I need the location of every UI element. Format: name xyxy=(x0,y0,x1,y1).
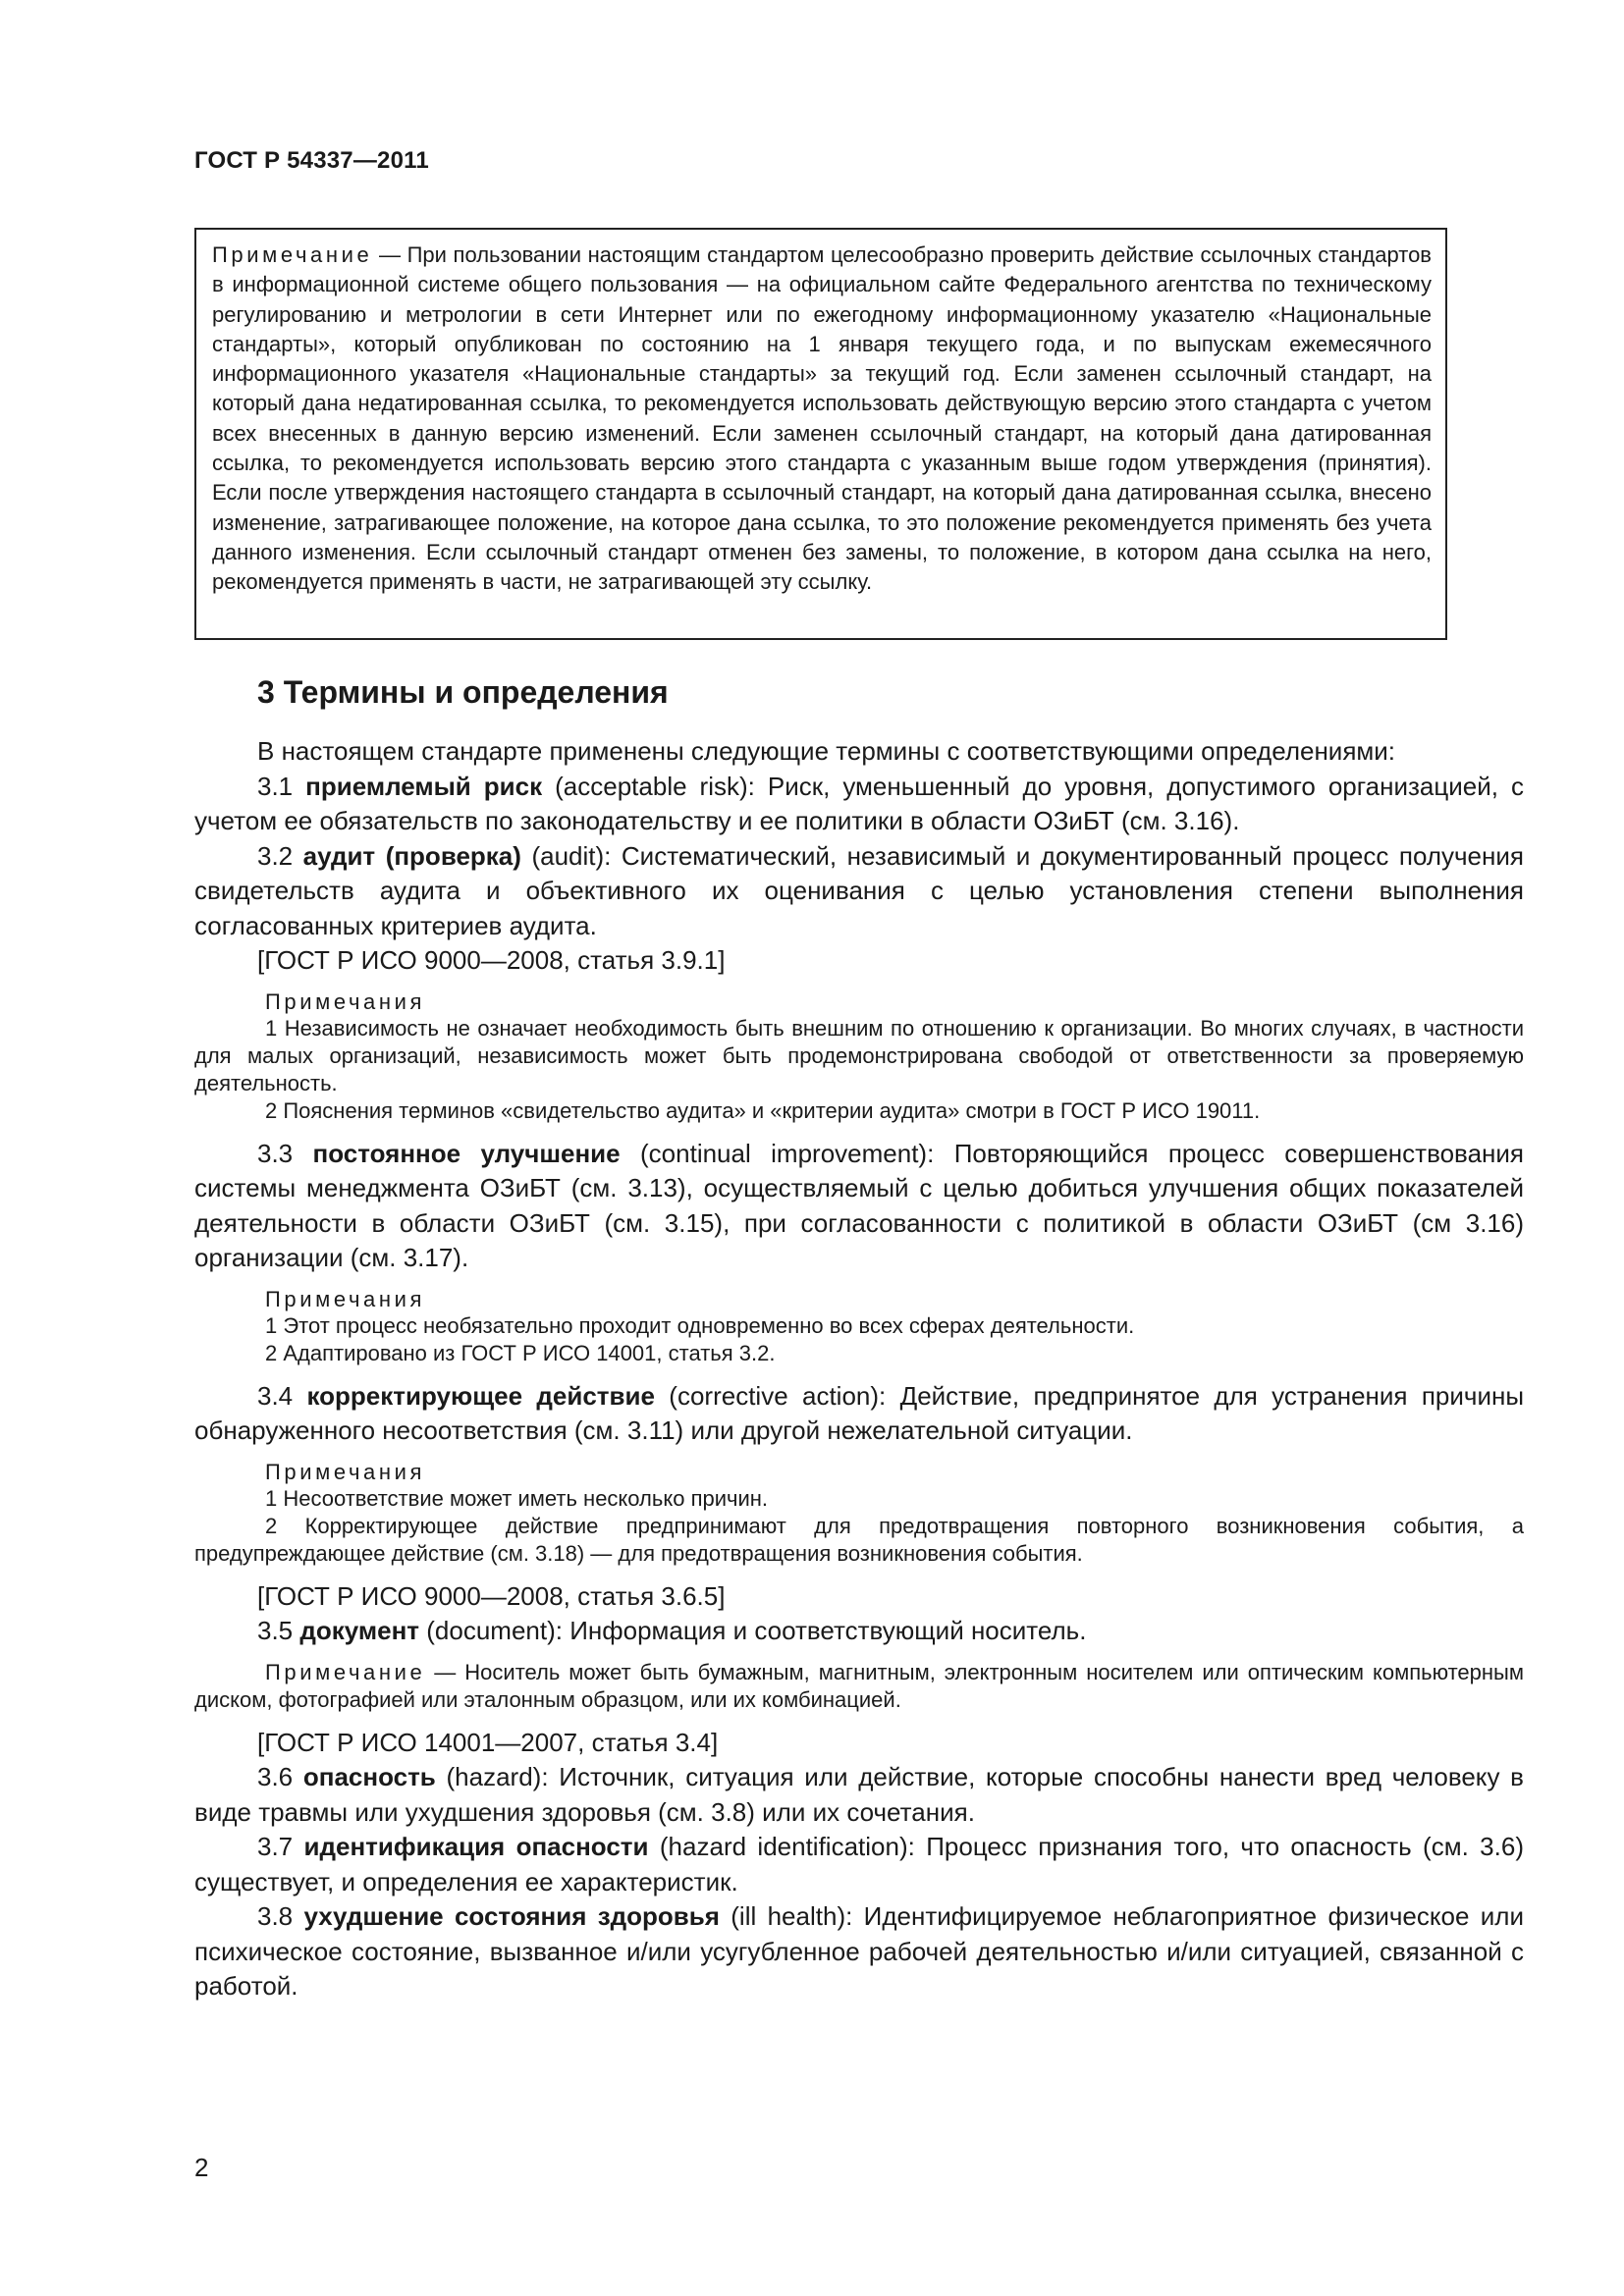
term-number: 3.6 xyxy=(257,1762,303,1791)
source-reference: [ГОСТ Р ИСО 9000—2008, статья 3.9.1] xyxy=(257,945,726,975)
term-3-6 xyxy=(194,1760,1524,1830)
term-number: 3.3 xyxy=(257,1138,313,1168)
term-3-2 xyxy=(194,839,1524,944)
term-name: приемлемый риск xyxy=(305,771,543,801)
term-number: 3.8 xyxy=(257,1901,304,1931)
term-number: 3.5 xyxy=(257,1616,300,1645)
term-3-8 xyxy=(194,1899,1524,2004)
term-number: 3.7 xyxy=(257,1832,304,1861)
term-definition: (document): Информация и соответствующий носитель. xyxy=(419,1616,1087,1645)
reference-note-box xyxy=(194,228,1447,640)
document-code: ГОСТ Р 54337—2011 xyxy=(194,147,429,174)
section-intro: В настоящем стандарте применены следующие термины с соответствующими определениями: xyxy=(257,736,1396,766)
term-definition: (corrective action): Действие, предпринятое для устранения причины обнаруженного несоответствия (см. 3.11) или другой нежелательной ситуации. xyxy=(194,1380,1525,1445)
term-name: корректирующее действие xyxy=(306,1380,655,1411)
note-body: — При пользовании настоящим стандартом целесообразно проверить действие ссылочных стандартов в информационной системе общего пользования — на официальном сайте Федерального агентства по техническому регулированию и метрологии в сети Интернет или по ежегодному информационному указателю «Национальные стандарты», который опубликован по состоянию на 1 января текущего года, и по выпускам ежемесячного информационного указателя «Национальные стандарты» за текущий год. Если заменен ссылочный стандарт, на который дана недатированная ссылка, то рекомендуется использовать действующую версию этого стандарта с учетом всех внесенных в данную версию изменений. Если заменен ссылочный стандарт, на который дана датированная ссылка, то рекомендуется использовать версию этого стандарта с указанным выше годом утверждения (принятия). Если после утверждения настоящего стандарта в ссылочный стандарт, на который дана датированная ссылка, внесено изменение, затрагивающее положение, на которое дана ссылка, то это положение рекомендуется применять без учета данного изменения. Если ссылочный стандарт отменен без замены, то положение, в котором дана ссылка на него, рекомендуется применять в части, не затрагивающей эту ссылку. xyxy=(212,242,1432,595)
notes-block xyxy=(194,988,1524,1125)
term-3-1 xyxy=(194,770,1524,839)
note-item: 1 Несоответствие может иметь несколько причин. xyxy=(265,1485,769,1511)
reference-note-text xyxy=(212,240,1432,598)
term-definition: (hazard identification): Процесс признания того, что опасность (см. 3.6) существует, и определения ее характеристик. xyxy=(194,1832,1524,1896)
note-body: — Носитель может быть бумажным, магнитным, электронным носителем или оптическим компьютерным диском, фотографией или эталонным образцом, или их комбинацией. xyxy=(194,1659,1524,1712)
note-item: 2 Пояснения терминов «свидетельство аудита» и «критерии аудита» смотри в ГОСТ Р ИСО 19011. xyxy=(265,1097,1261,1123)
source-reference: [ГОСТ Р ИСО 14001—2007, статья 3.4] xyxy=(257,1727,719,1757)
term-name: ухудшение состояния здоровья xyxy=(303,1901,720,1931)
notes-heading: Примечания xyxy=(265,1286,426,1311)
note-item: 2 Корректирующее действие предпринимают для предотвращения повторного возникновения события, а предупреждающее действие (см. 3.18) — для предотвращения возникновения события. xyxy=(194,1513,1524,1566)
section-title: 3 Термины и определения xyxy=(257,674,669,710)
notes-heading: Примечания xyxy=(265,1459,426,1484)
term-3-4 xyxy=(194,1379,1524,1449)
note-label: Примечание xyxy=(212,242,373,267)
term-number: 3.1 xyxy=(257,771,306,801)
note-3-5 xyxy=(194,1659,1524,1714)
term-definition: (audit): Систематический, независимый и документированный процесс получения свидетельств аудита и объективного их оценивания с целью установления степени выполнения согласованных критериев аудита. xyxy=(194,840,1524,940)
term-definition: (acceptable risk): Риск, уменьшенный до уровня, допустимого организацией, с учетом ее обязательств по законодательству и ее политики в области ОЗиБТ (см. 3.16). xyxy=(194,771,1525,835)
source-reference: [ГОСТ Р ИСО 9000—2008, статья 3.6.5] xyxy=(257,1580,726,1611)
note-item: 1 Этот процесс необязательно проходит одновременно во всех сферах деятельности. xyxy=(265,1312,1135,1338)
term-definition: (continual improvement): Повторяющийся процесс совершенствования системы менеджмента ОЗиБТ (см. 3.13), осуществляемый с целью добиться улучшения общих показателей деятельности в области ОЗиБТ (см. 3.15), при согласованности с политикой в области ОЗиБТ (см 3.16) организации (см. 3.17). xyxy=(194,1138,1524,1272)
term-name: аудит (проверка) xyxy=(302,840,521,871)
note-item: 1 Независимость не означает необходимость быть внешним по отношению к организации. Во многих случаях, в частности для малых организаций, независимость может быть продемонстрирована свободой от ответственности за проверяемую деятельность. xyxy=(194,1015,1524,1095)
term-definition: (hazard): Источник, ситуация или действие, которые способны нанести вред человеку в виде травмы или ухудшения здоровья (см. 3.8) или их сочетания. xyxy=(194,1762,1524,1827)
term-3-5 xyxy=(194,1614,1524,1649)
notes-heading: Примечания xyxy=(265,988,426,1014)
term-name: идентификация опасности xyxy=(303,1832,649,1861)
term-3-7 xyxy=(194,1830,1524,1899)
term-name: постоянное улучшение xyxy=(312,1138,621,1168)
notes-block xyxy=(194,1459,1524,1568)
notes-block xyxy=(194,1286,1524,1367)
term-definition: (ill health): Идентифицируемое неблагоприятное физическое или психическое состояние, вызванное и/или усугубленное рабочей деятельностью и/или ситуацией, связанной с работой. xyxy=(194,1901,1524,2001)
term-name: документ xyxy=(299,1616,420,1645)
page-number: 2 xyxy=(194,2153,209,2182)
note-item: 2 Адаптировано из ГОСТ Р ИСО 14001, статья 3.2. xyxy=(265,1340,776,1365)
note-label: Примечание xyxy=(265,1659,426,1684)
term-number: 3.2 xyxy=(257,840,303,871)
term-name: опасность xyxy=(302,1762,436,1791)
term-3-3 xyxy=(194,1137,1524,1276)
section-terms xyxy=(194,670,1524,2004)
term-number: 3.4 xyxy=(257,1380,307,1411)
